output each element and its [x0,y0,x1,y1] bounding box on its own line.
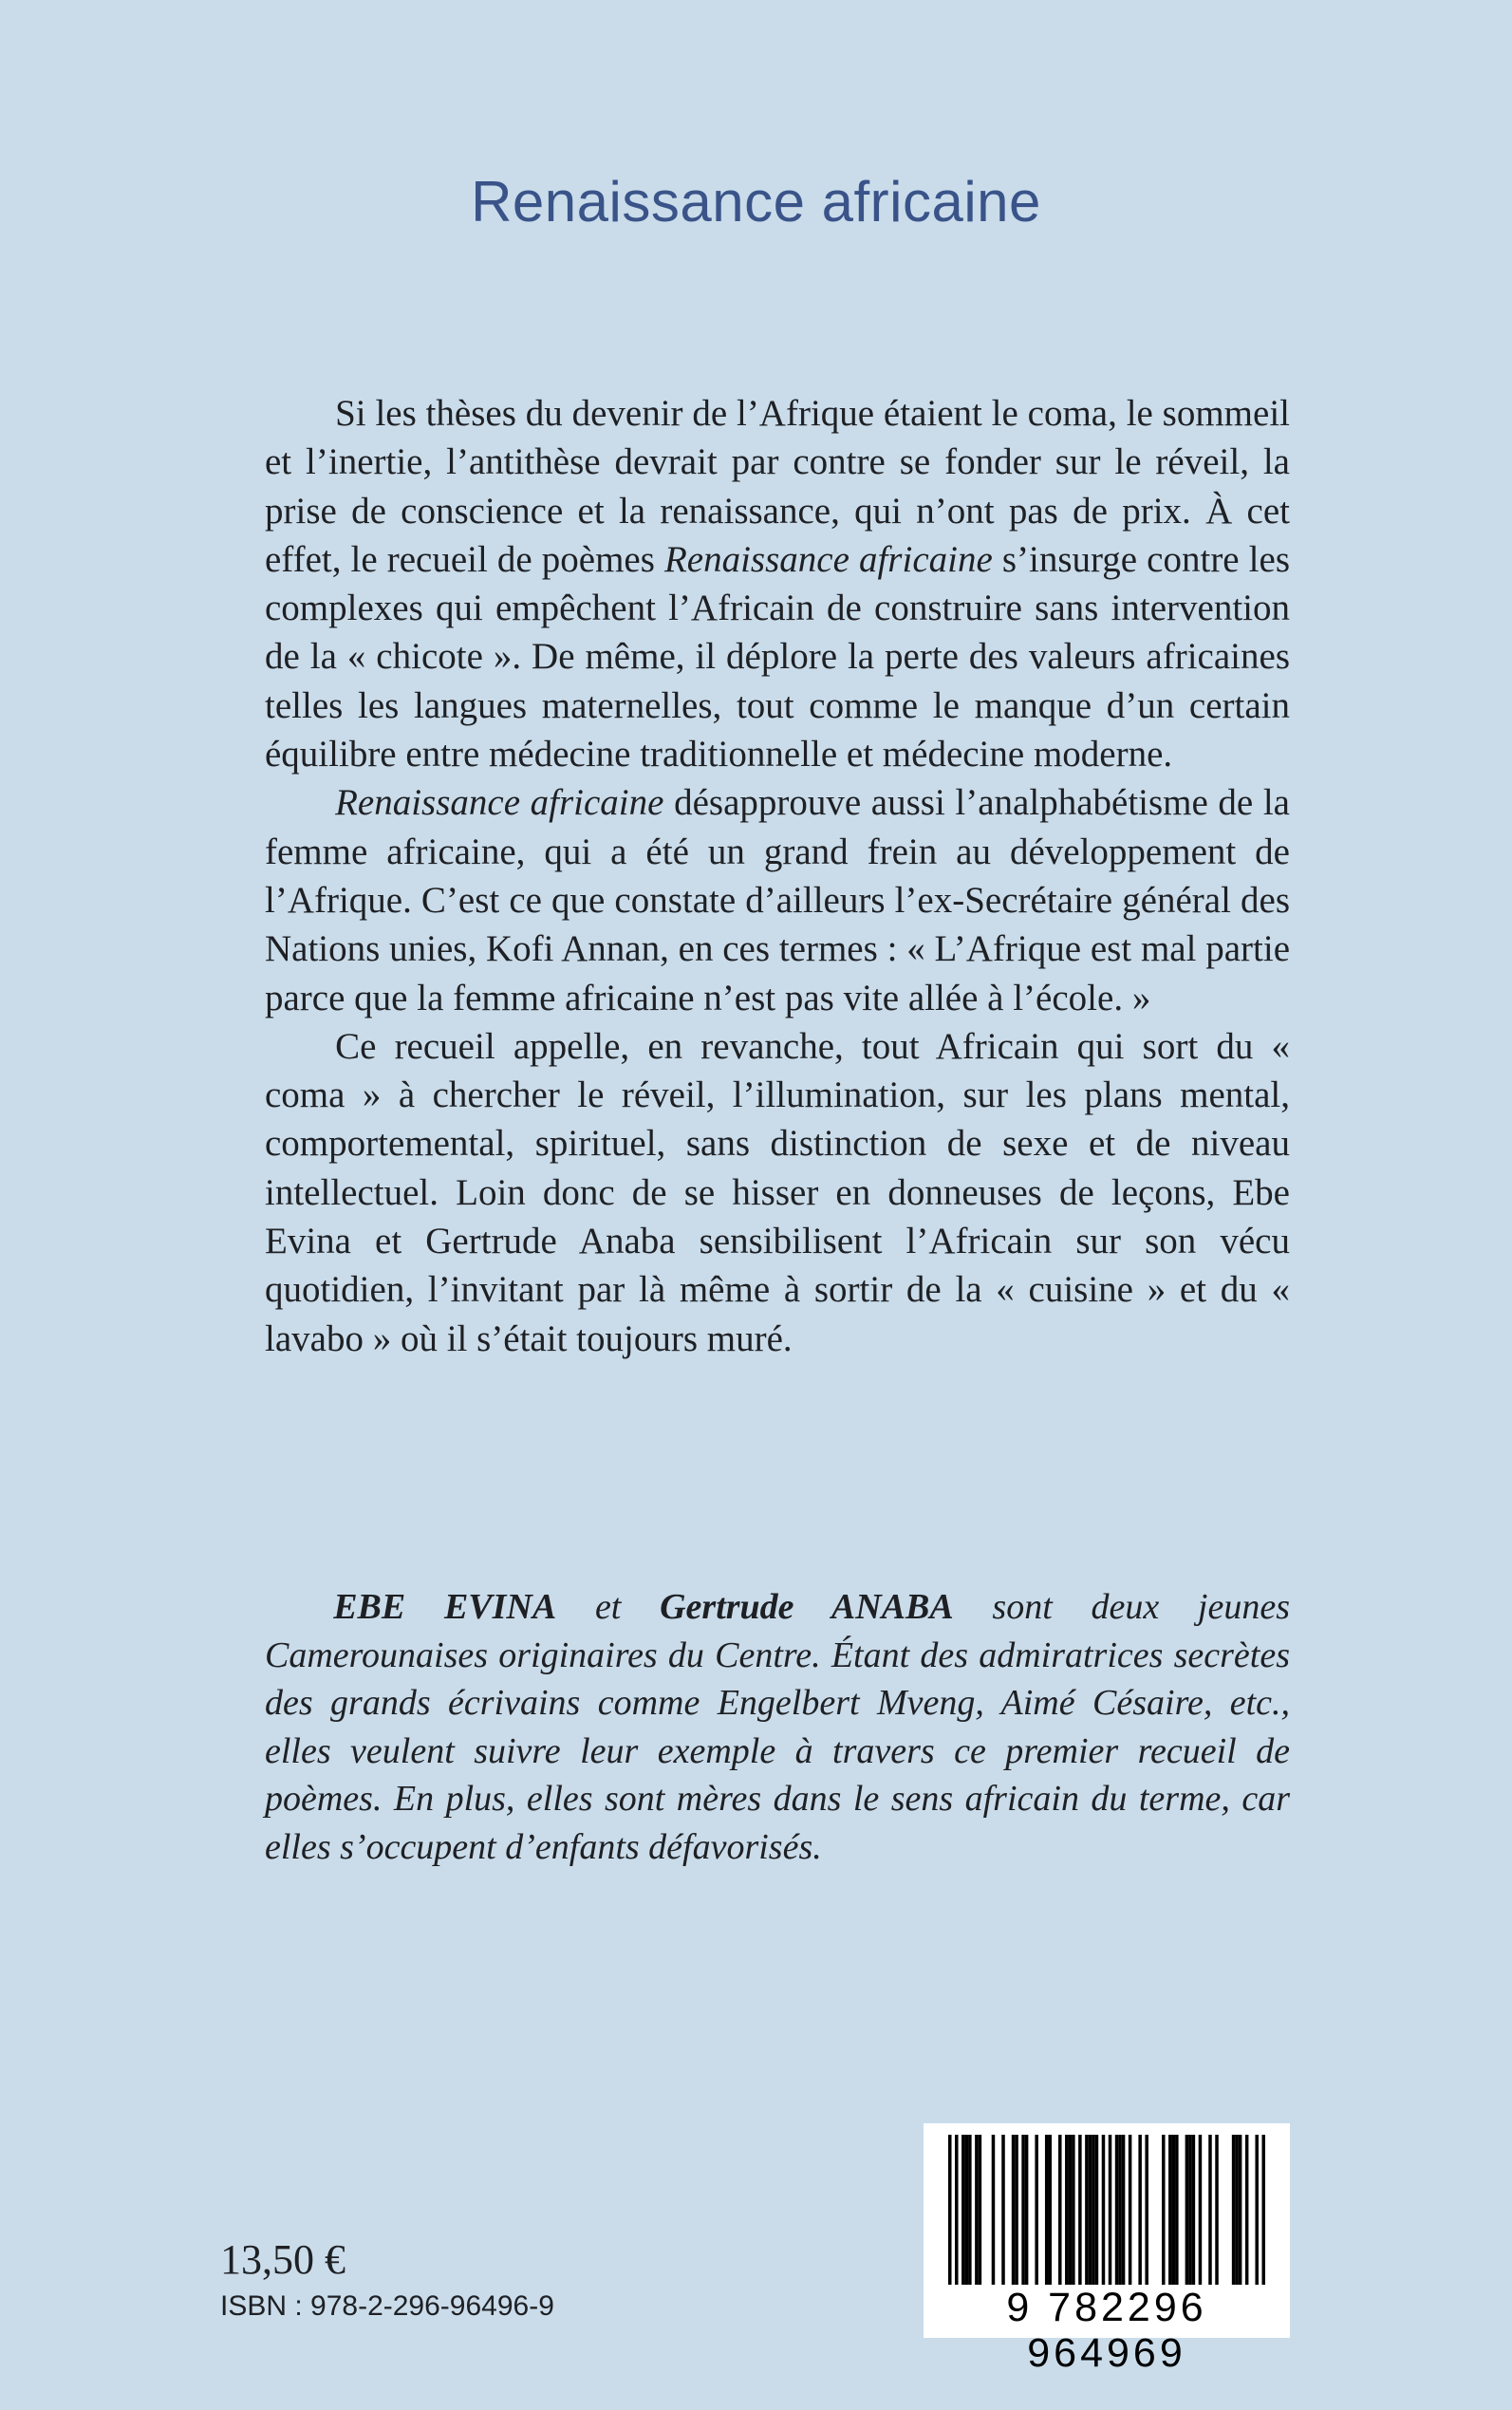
barcode-bar [1129,2135,1132,2285]
barcode-bar [955,2135,959,2285]
barcode-bar [1048,2135,1052,2285]
barcode-bar [1001,2135,1005,2285]
author-bio [265,1583,1290,1871]
book-title-italic: Renaissance africaine [335,782,664,824]
barcode-bar [961,2135,965,2285]
barcode-bar [1232,2135,1236,2285]
barcode-bar [1122,2135,1126,2285]
barcode-bar [1085,2135,1089,2285]
barcode-bar [1025,2135,1029,2285]
book-title-italic: Renaissance africaine [663,538,993,580]
barcode-bar [1078,2135,1082,2285]
barcode-bar [1172,2135,1176,2285]
barcode-bar [948,2135,952,2285]
barcode-bar [1012,2135,1016,2285]
barcode-bar [1138,2135,1142,2285]
barcode-bar [1261,2135,1265,2285]
barcode-bars [948,2135,1265,2285]
barcode-bar [975,2135,979,2285]
barcode-bar [1192,2135,1196,2285]
paragraph-1-text-b: s’insurge contre les complexes qui empêchent l’Africain de construire sans intervention de la « chicote ». De même, il déplore la perte des valeurs africaines telles les langues maternelles, tout comme le manque d’un certain équilibre entre médecine traditionnelle et médecine moderne. [265,538,1290,775]
author-name-2: Gertrude ANABA [660,1587,954,1627]
barcode-bar [1118,2135,1122,2285]
book-title: Renaissance africaine [471,170,1041,234]
barcode-bar [1245,2135,1249,2285]
barcode-bar [1235,2135,1239,2285]
description-paragraph-3: Ce recueil appelle, en revanche, tout Africain qui sort du « coma » à chercher le réveil, l’illumination, sur les plans mental, comportemental, spirituel, sans distinction de sexe et de niveau intellectuel. Loin donc de se hisser en donneuses de leçons, Ebe Evina et Gertrude Anaba sensibilisent l’Africain sur son vécu quotidien, l’invitant par là même à sortir de la « cuisine » et du « lavabo » où il s’était toujours muré. [265,1025,1290,1359]
barcode-bar [1109,2135,1112,2285]
barcode-bar [1092,2135,1095,2285]
barcode-bar [1021,2135,1025,2285]
book-description [265,389,1290,1363]
barcode-bar [1045,2135,1049,2285]
barcode-bar [979,2135,982,2285]
barcode-bar [1115,2135,1119,2285]
barcode-bar [1145,2135,1148,2285]
barcode-bar [1168,2135,1172,2285]
barcode-bar [1102,2135,1106,2285]
barcode-bar [1208,2135,1212,2285]
barcode-bar [1239,2135,1242,2285]
barcode-bar [1065,2135,1069,2285]
description-paragraph-2 [265,778,1290,1021]
barcode-bar [1015,2135,1018,2285]
barcode-bar [1069,2135,1073,2285]
description-paragraph-1 [265,389,1290,778]
author-bio-paragraph [265,1583,1290,1871]
barcode-bar [1185,2135,1189,2285]
barcode-bar [1095,2135,1099,2285]
price: 13,50 € [220,2236,345,2283]
barcode-digits: 9 782296 964969 [1006,2285,1207,2376]
paragraph-2-text: désapprouve aussi l’analphabétisme de la femme africaine, qui a été un grand frein au développement de l’Afrique. C’est ce que constate d’ailleurs l’ex-Secrétaire général des Nations unies, Kofi Annan, en ces termes : « L’Afrique est mal partie parce que la femme africaine n’est pas vite allée à l’école. » [265,782,1290,1018]
barcode-bar [992,2135,996,2285]
barcode-bar [1188,2135,1192,2285]
barcode-bar [1255,2135,1259,2285]
barcode-bar [1175,2135,1179,2285]
author-name-1: EBE EVINA [333,1587,557,1627]
paragraph-1-text-a: Si les thèses du devenir de l’Afrique étaient le coma, le sommeil et l’inertie, l’antithèse devrait par contre se fonder sur le réveil, la prise de conscience et la renaissance, qui n’ont pas de prix. À cet effet, le recueil de poèmes [265,393,1290,580]
barcode-bar [1215,2135,1219,2285]
barcode [924,2123,1290,2376]
author-bio-text: sont deux jeunes Camerounaises originaires du Centre. Étant des admiratrices secrètes des grands écrivains comme Engelbert Mveng, Aimé Césaire, etc., elles veulent suivre leur exemple à travers ce premier recueil de poèmes. En plus, elles sont mères dans le sens africain du terme, car elles s’occupent d’enfants défavorisés. [265,1587,1291,1867]
barcode-bar [1089,2135,1092,2285]
barcode-bar [1199,2135,1203,2285]
barcode-bar [1162,2135,1166,2285]
barcode-bar [965,2135,969,2285]
barcode-bar [1035,2135,1038,2285]
barcode-bar [1058,2135,1062,2285]
barcode-bar [1072,2135,1075,2285]
author-conjunction: et [556,1587,661,1627]
isbn: ISBN : 978-2-296-96496-9 [220,2290,554,2322]
barcode-bar [968,2135,972,2285]
